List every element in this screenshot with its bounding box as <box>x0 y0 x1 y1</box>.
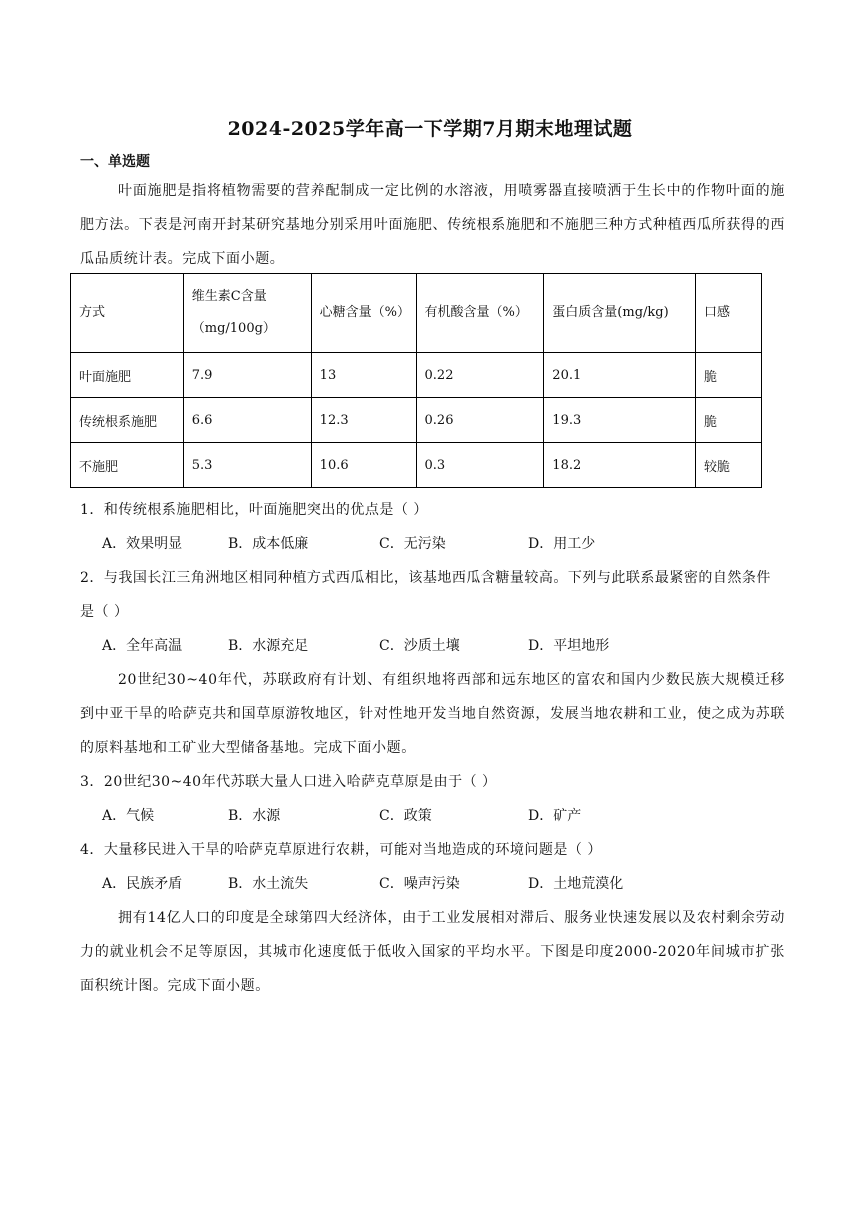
table-header-cell: 有机酸含量（%） <box>416 274 544 353</box>
table-cell: 0.26 <box>416 398 544 443</box>
table-cell: 较脆 <box>696 443 762 488</box>
table-cell: 20.1 <box>544 353 696 398</box>
page-title: 2024-2025学年高一下学期7月期末地理试题 <box>227 118 633 140</box>
table-cell: 5.3 <box>183 443 311 488</box>
option-c[interactable]: C．政策 <box>379 808 432 824</box>
table-cell: 0.22 <box>416 353 544 398</box>
option-a[interactable]: A．全年高温 <box>102 638 183 654</box>
table-cell: 7.9 <box>183 353 311 398</box>
table-header-cell: 方式 <box>71 274 184 353</box>
question-1-stem: 1．和传统根系施肥相比，叶面施肥突出的优点是（ ） <box>80 502 428 518</box>
question-2-options <box>102 635 782 659</box>
option-b[interactable]: B．水源 <box>228 808 281 824</box>
table-cell: 12.3 <box>311 398 416 443</box>
question-1-options <box>102 533 782 557</box>
option-a[interactable]: A．民族矛盾 <box>102 876 183 892</box>
table-cell: 0.3 <box>416 443 544 488</box>
table-row <box>71 443 762 488</box>
question-3-options <box>102 805 782 829</box>
option-d[interactable]: D．矿产 <box>528 808 582 824</box>
option-b[interactable]: B．水土流失 <box>228 876 309 892</box>
question-4-stem: 4．大量移民进入干旱的哈萨克草原进行农耕，可能对当地造成的环境问题是（ ） <box>80 842 602 858</box>
option-b[interactable]: B．水源充足 <box>228 638 309 654</box>
option-d[interactable]: D．土地荒漠化 <box>528 876 624 892</box>
table-cell: 19.3 <box>544 398 696 443</box>
table-cell: 10.6 <box>311 443 416 488</box>
table-header-cell: 蛋白质含量(mg/kg) <box>544 274 696 353</box>
option-c[interactable]: C．噪声污染 <box>379 876 460 892</box>
watermelon-quality-table <box>70 273 762 488</box>
table-header-cell: 口感 <box>696 274 762 353</box>
question-2-stem: 2．与我国长江三角洲地区相同种植方式西瓜相比，该基地西瓜含糖量较高。下列与此联系最紧密的自然条件是（ ） <box>80 570 771 620</box>
option-a[interactable]: A．气候 <box>102 808 155 824</box>
passage-3: 拥有14亿人口的印度是全球第四大经济体，由于工业发展相对滞后、服务业快速发展以及农村剩余劳动力的就业机会不足等原因，其城市化速度低于低收入国家的平均水平。下图是印度2000-2020年间城市扩张面积统计图。完成下面小题。 <box>80 910 785 994</box>
table-header-row <box>71 274 762 353</box>
table-cell: 传统根系施肥 <box>71 398 184 443</box>
table-row <box>71 398 762 443</box>
section-heading: 一、单选题 <box>80 154 150 170</box>
table-cell: 叶面施肥 <box>71 353 184 398</box>
table-cell: 脆 <box>696 353 762 398</box>
table-cell: 13 <box>311 353 416 398</box>
table-cell: 不施肥 <box>71 443 184 488</box>
table-header-cell: 维生素C含量（mg/100g） <box>183 274 311 353</box>
passage-1: 叶面施肥是指将植物需要的营养配制成一定比例的水溶液，用喷雾器直接喷洒于生长中的作物叶面的施肥方法。下表是河南开封某研究基地分别采用叶面施肥、传统根系施肥和不施肥三种方式种植西瓜所获得的西瓜品质统计表。完成下面小题。 <box>80 183 785 267</box>
question-4-options <box>102 873 782 897</box>
option-b[interactable]: B．成本低廉 <box>228 536 309 552</box>
option-c[interactable]: C．沙质土壤 <box>379 638 460 654</box>
option-d[interactable]: D．用工少 <box>528 536 596 552</box>
table-header-cell: 心糖含量（%） <box>311 274 416 353</box>
question-3-stem: 3．20世纪30~40年代苏联大量人口进入哈萨克草原是由于（ ） <box>80 774 497 790</box>
option-c[interactable]: C．无污染 <box>379 536 446 552</box>
table-row <box>71 353 762 398</box>
table-cell: 18.2 <box>544 443 696 488</box>
option-a[interactable]: A．效果明显 <box>102 536 183 552</box>
option-d[interactable]: D．平坦地形 <box>528 638 610 654</box>
table-cell: 脆 <box>696 398 762 443</box>
table-cell: 6.6 <box>183 398 311 443</box>
passage-2: 20世纪30~40年代，苏联政府有计划、有组织地将西部和远东地区的富农和国内少数民族大规模迁移到中亚干旱的哈萨克共和国草原游牧地区，针对性地开发当地自然资源，发展当地农耕和工业，使之成为苏联的原料基地和工矿业大型储备基地。完成下面小题。 <box>80 672 785 756</box>
